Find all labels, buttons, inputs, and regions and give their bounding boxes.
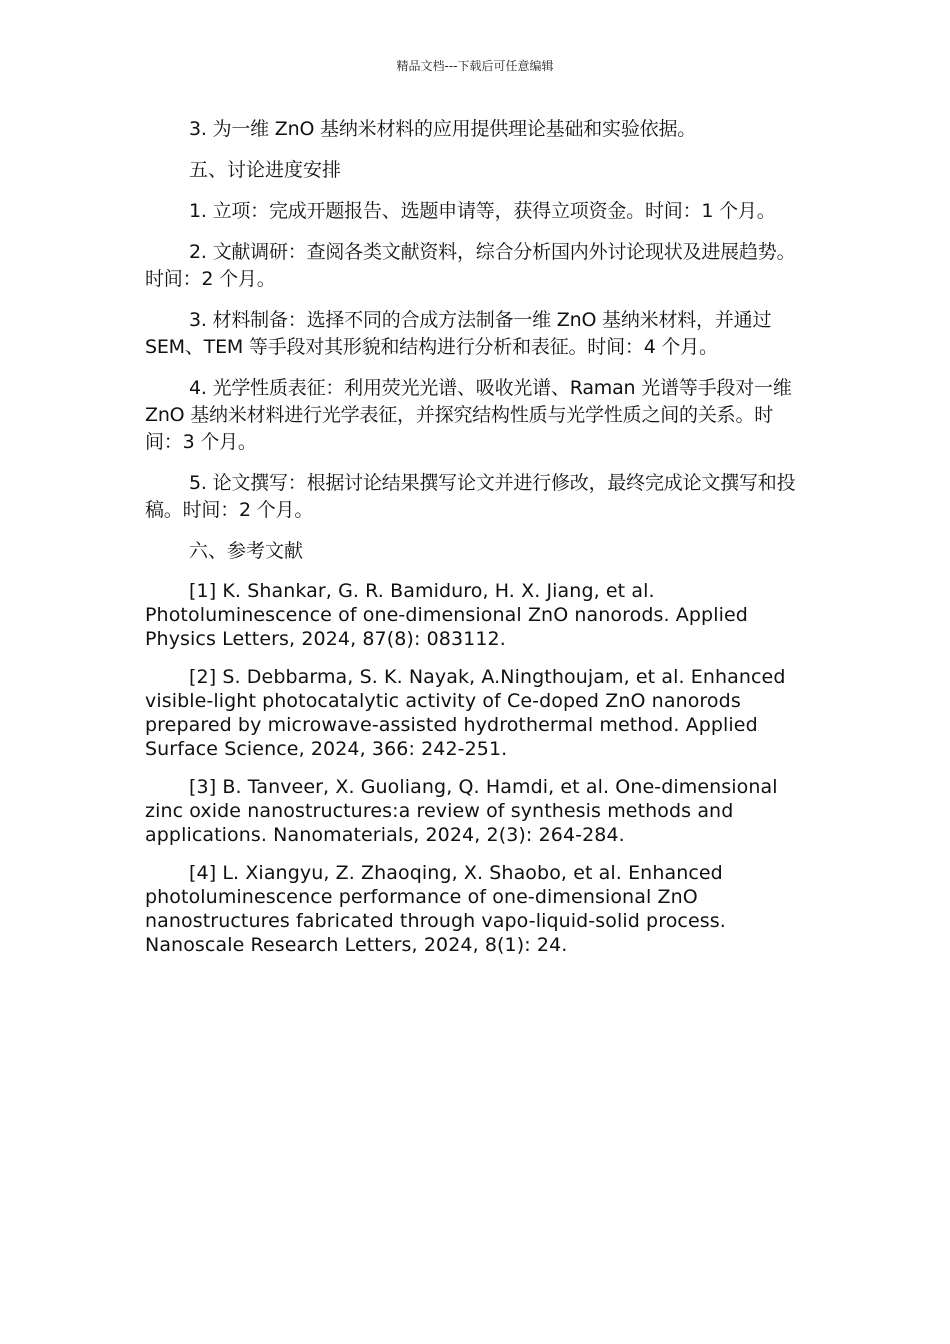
- page-header: 精品文档---下载后可任意编辑: [396, 59, 554, 73]
- reference-item-1: [1] K. Shankar, G. R. Bamiduro, H. X. Jiang, et al. Photoluminescence of one-dimensional ZnO nanorods. Applied Physics Letters, 2024, 87(8): 083112.: [145, 580, 748, 650]
- schedule-item-2: 2. 文献调研：查阅各类文献资料，综合分析国内外讨论现状及进展趋势。时间：2 个月。: [145, 241, 796, 290]
- schedule-heading: 五、讨论进度安排: [189, 159, 342, 181]
- reference-list: [145, 579, 810, 957]
- schedule-item-5: 5. 论文撰写：根据讨论结果撰写论文并进行修改，最终完成论文撰写和投稿。时间：2 个月。: [145, 472, 796, 521]
- schedule-item-4: 4. 光学性质表征：利用荧光光谱、吸收光谱、Raman 光谱等手段对一维 ZnO 基纳米材料进行光学表征，并探究结构性质与光学性质之间的关系。时间：3 个月。: [145, 377, 792, 453]
- references-heading: 六、参考文献: [189, 540, 304, 562]
- objective-item-3: 3. 为一维 ZnO 基纳米材料的应用提供理论基础和实验依据。: [189, 118, 697, 140]
- reference-item-3: [3] B. Tanveer, X. Guoliang, Q. Hamdi, et al. One-dimensional zinc oxide nanostructures:a review of synthesis methods and applications. Nanomaterials, 2024, 2(3): 264-284.: [145, 776, 778, 846]
- reference-item-4: [4] L. Xiangyu, Z. Zhaoqing, X. Shaobo, et al. Enhanced photoluminescence performance of one-dimensional ZnO nanostructures fabricated through vapo-liquid-solid process. Nanoscale Research Letters, 2024, 8(1): 24.: [145, 862, 726, 956]
- schedule-item-3: 3. 材料制备：选择不同的合成方法制备一维 ZnO 基纳米材料，并通过 SEM、TEM 等手段对其形貌和结构进行分析和表征。时间：4 个月。: [145, 309, 772, 358]
- schedule-item-1: 1. 立项：完成开题报告、选题申请等，获得立项资金。时间：1 个月。: [189, 200, 776, 222]
- reference-item-2: [2] S. Debbarma, S. K. Nayak, A.Ningthoujam, et al. Enhanced visible-light photocatalytic activity of Ce-doped ZnO nanorods prepared by microwave-assisted hydrothermal method. Applied Surface Science, 2024, 366: 242-251.: [145, 666, 786, 760]
- document-body: [145, 116, 810, 971]
